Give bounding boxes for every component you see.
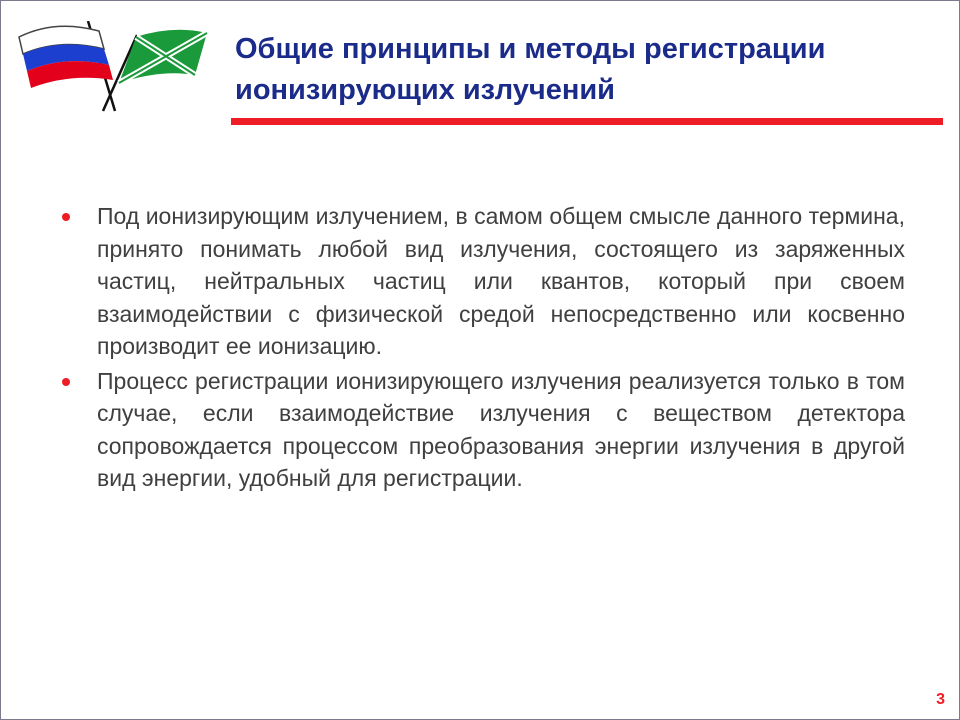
bullet-text: Процесс регистрации ионизирующего излучения реализуется только в том случае, если взаимодействие излучения с веществом детектора сопровождается процессом преобразования энергии излучения в другой вид энергии, удобный для регистрации. — [97, 367, 905, 491]
bullet-list — [59, 200, 905, 497]
page-title — [235, 29, 935, 111]
russian-flag-icon — [19, 21, 115, 111]
title-underline — [231, 118, 943, 125]
bullet-dot-icon — [62, 213, 70, 221]
title-line-2: ионизирующих излучений — [235, 74, 616, 106]
page-number: 3 — [936, 691, 945, 708]
green-flag-with-diagonal-cross-icon — [103, 30, 207, 111]
list-item — [59, 200, 905, 363]
title-line-1: Общие принципы и методы регистрации — [235, 33, 826, 65]
bullet-dot-icon — [62, 378, 70, 386]
flags-emblem — [15, 21, 211, 113]
list-item — [59, 365, 905, 495]
bullet-text: Под ионизирующим излучением, в самом общем смысле данного термина, принято понимать любой вид излучения, состоящего из заряженных частиц, нейтральных частиц или квантов, который при своем взаимодействии с физической средой непосредственно или косвенно производит ее ионизацию. — [97, 203, 905, 359]
